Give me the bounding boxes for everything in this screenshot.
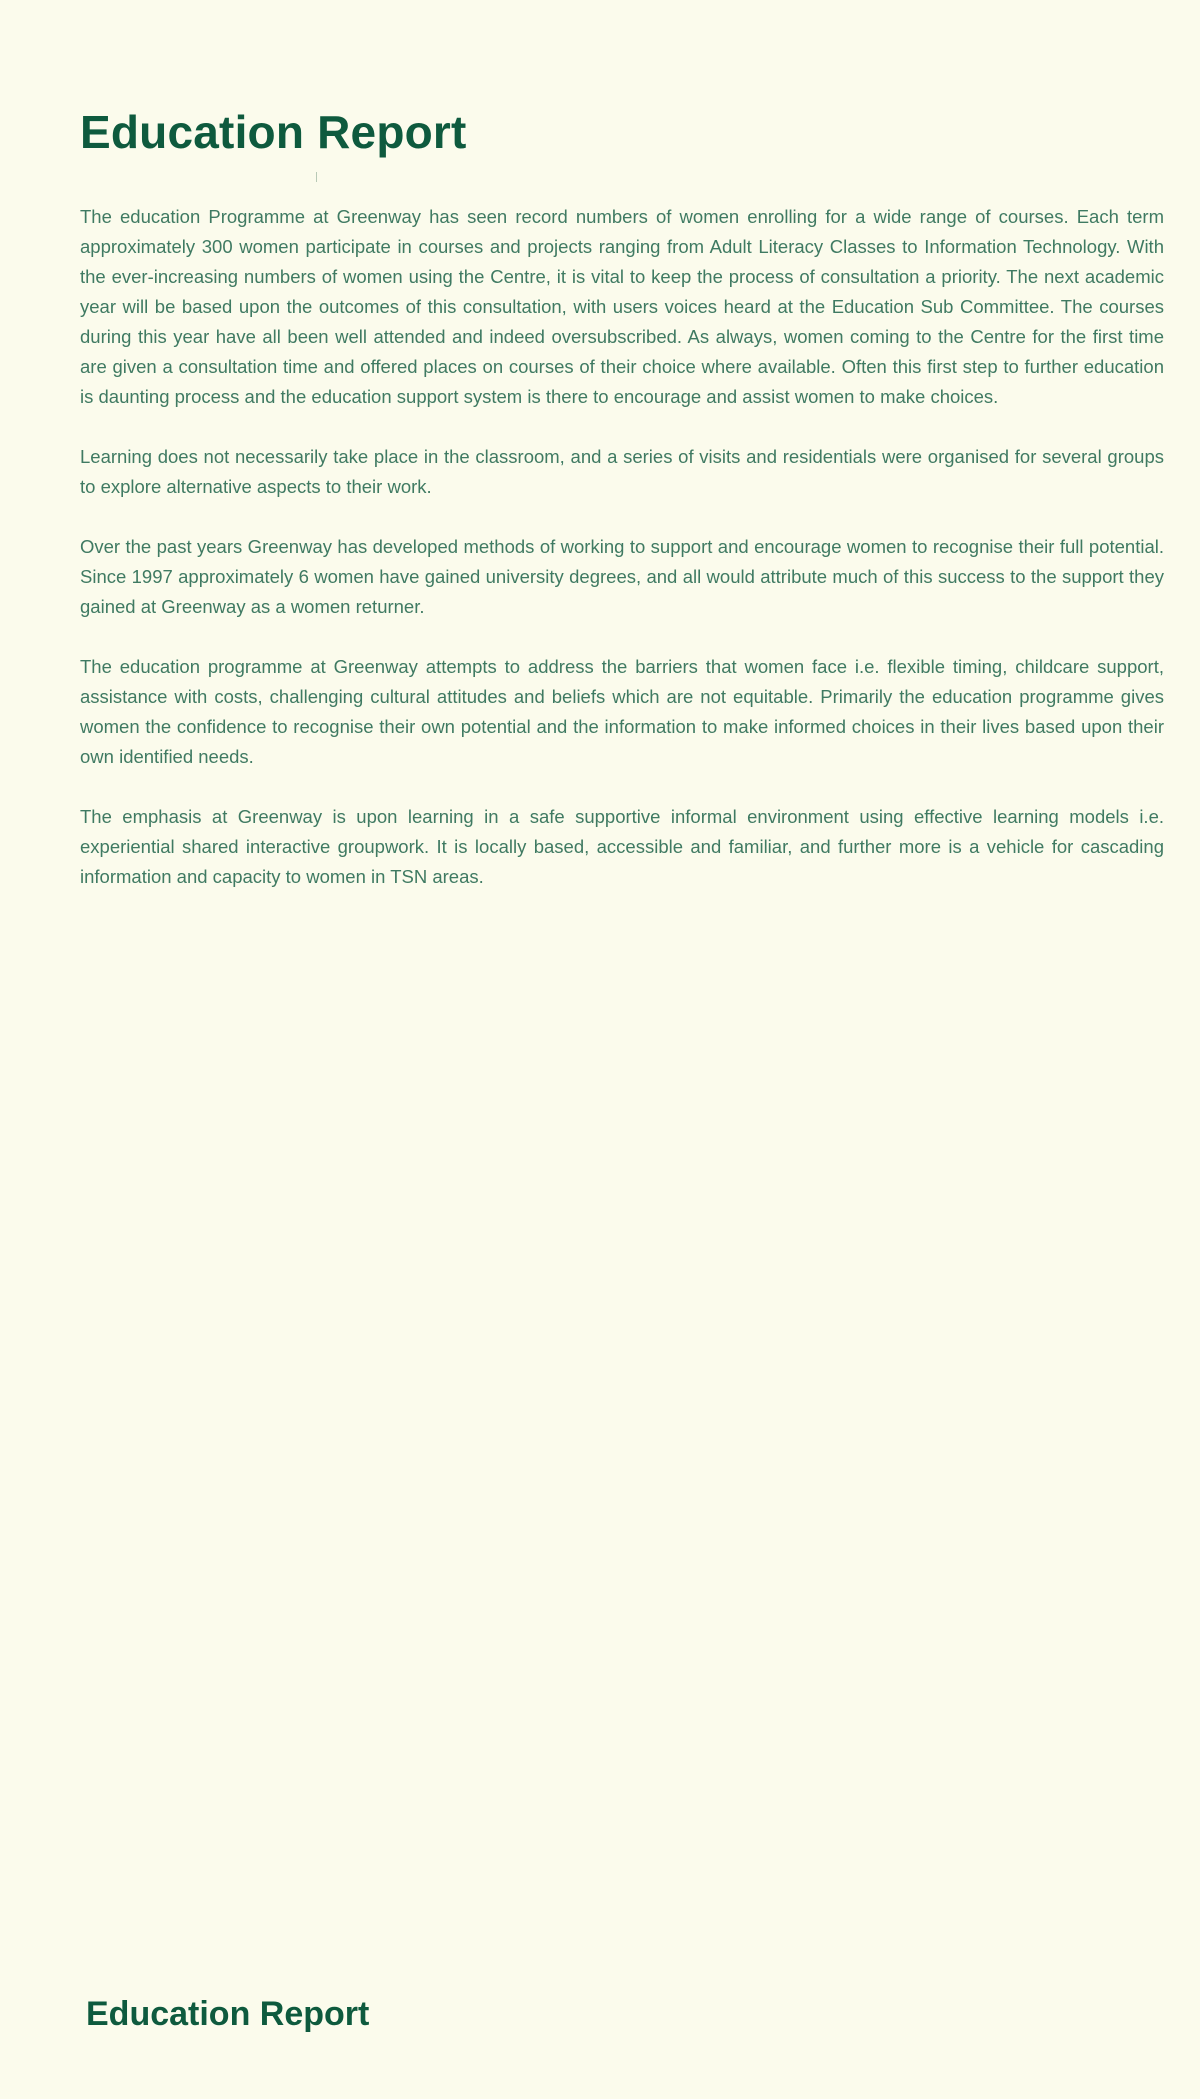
paragraph-programme-overview: The education Programme at Greenway has seen record numbers of women enrolling for a wide range of courses. Each term approximately 300 women participate in courses and projects ranging from Adult Literacy Classes to Information Technology. With the ever-increasing numbers of women using the Centre, it is vital to keep the process of consultation a priority. The next academic year will be based upon the outcomes of this consultation, with users voices heard at the Education Sub Committee. The courses during this year have all been well attended and indeed oversubscribed. As always, women coming to the Centre for the first time are given a consultation time and offered places on courses of their choice where available. Often this first step to further education is daunting process and the education support system is there to encourage and assist women to make choices.	[80, 206, 1164, 407]
report-body	[80, 202, 1164, 922]
footer-title: Education Report	[86, 1995, 370, 2033]
paragraph-barriers: The education programme at Greenway attempts to address the barriers that women face i.e. flexible timing, childcare support, assistance with costs, challenging cultural attitudes and beliefs which are not equitable. Primarily the education programme gives women the confidence to recognise their own potential and the information to make informed choices in their lives based upon their own identified needs.	[80, 656, 1164, 767]
paragraph-emphasis: The emphasis at Greenway is upon learning in a safe supportive informal environment using effective learning models i.e. experiential shared interactive groupwork. It is locally based, accessible and familiar, and further more is a vehicle for cascading information and capacity to women in TSN areas.	[80, 806, 1164, 887]
paragraph-full-potential: Over the past years Greenway has developed methods of working to support and encourage women to recognise their full potential. Since 1997 approximately 6 women have gained university degrees, and all would attribute much of this success to the support they gained at Greenway as a women returner.	[80, 536, 1164, 617]
page-title: Education Report	[80, 106, 467, 158]
print-mark	[316, 172, 317, 182]
paragraph-learning-outside-classroom: Learning does not necessarily take place in the classroom, and a series of visits and residentials were organised for several groups to explore alternative aspects to their work.	[80, 446, 1164, 497]
